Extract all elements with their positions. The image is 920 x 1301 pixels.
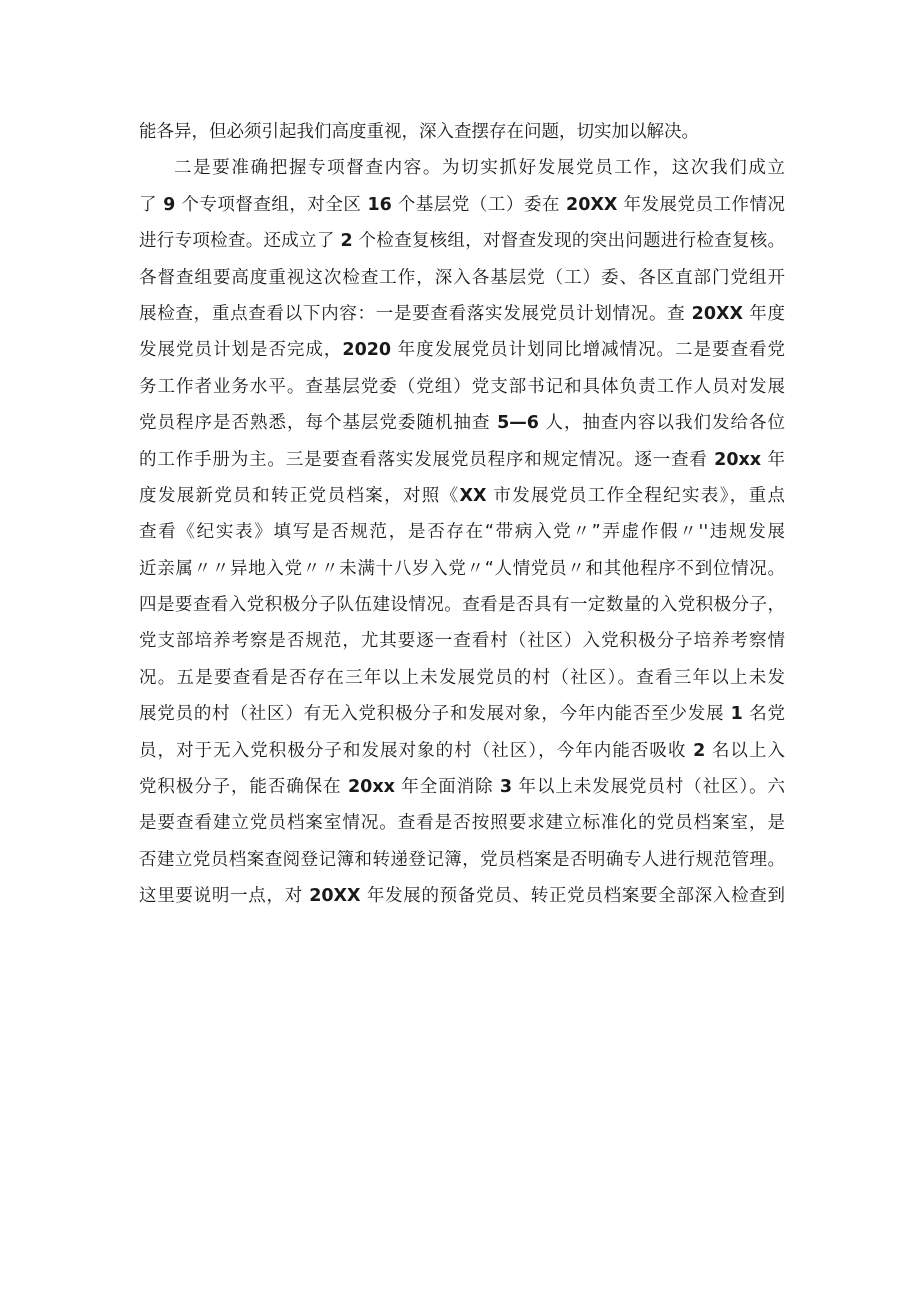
text-run: 查看《纪实表》填写是否规范，是否存在“带病入党〃”弄虚作假〃''违规发展 [139, 522, 785, 543]
bold-number: 1 [730, 704, 743, 725]
text-run: 的工作手册为主。三是要查看落实发展党员程序和规定情况。逐一查看 [139, 449, 715, 470]
bold-number: 16 [367, 194, 392, 215]
text-line [139, 623, 785, 659]
text-run: 个基层党（工）委在 [391, 194, 567, 215]
bold-number: 3 [499, 777, 513, 798]
text-line [139, 150, 785, 186]
text-run: 近亲属〃〃异地入党〃〃未满十八岁入党〃“人情党员〃和其他程序不到位情况。 [139, 558, 785, 579]
text-line [139, 587, 785, 623]
text-run: 员，对于无入党积极分子和发展对象的村（社区），今年内能否吸收 [139, 740, 694, 761]
bold-number: 20xx [347, 777, 395, 798]
bold-number: XX [459, 485, 487, 506]
text-run: 年以上未发展党员村（社区）。六 [512, 777, 786, 798]
text-run: 年发展的预备党员、转正党员档案要全部深入检查到 [360, 886, 786, 907]
text-line [139, 405, 785, 441]
text-run: 党员程序是否熟悉，每个基层党委随机抽查 [139, 413, 498, 434]
text-line [139, 187, 785, 223]
bold-number: 5—6 [497, 413, 539, 434]
text-line [139, 114, 785, 150]
text-run: 党积极分子，能否确保在 [139, 777, 348, 798]
bold-number: 20XX [691, 303, 743, 324]
text-run: 否建立党员档案查阅登记簿和转递登记簿，党员档案是否明确专人进行规范管理。 [139, 849, 785, 870]
text-line [139, 842, 785, 878]
text-run: 展检查，重点查看以下内容：一是要查看落实发展党员计划情况。查 [139, 303, 692, 324]
text-run: 市发展党员工作全程纪实表》，重点 [486, 485, 786, 506]
text-run: 年发展党员工作情况 [617, 194, 785, 215]
text-run: 二是要准确把握专项督查内容。为切实抓好发展党员工作，这次我们成立 [174, 158, 785, 179]
text-line [139, 442, 785, 478]
text-run: 年全面消除 [394, 777, 500, 798]
text-run: 务工作者业务水平。查基层党委（党组）党支部书记和具体负责工作人员对发展 [139, 376, 785, 397]
bold-number: 20xx [714, 449, 762, 470]
text-line [139, 805, 785, 841]
text-line [139, 551, 785, 587]
document-body [139, 114, 785, 915]
text-run: 年度 [743, 303, 785, 324]
text-run: 名党 [742, 704, 785, 725]
text-line [139, 514, 785, 550]
bold-number: 9 [163, 194, 176, 215]
text-run: 各督查组要高度重视这次检查工作，深入各基层党（工）委、各区直部门党组开 [139, 267, 785, 288]
text-run: 四是要查看入党积极分子队伍建设情况。查看是否具有一定数量的入党积极分子， [139, 595, 785, 616]
text-run: 党支部培养考察是否规范，尤其要逐一查看村（社区）入党积极分子培养考察情 [139, 631, 785, 652]
text-line [139, 260, 785, 296]
text-line [139, 332, 785, 368]
text-run: 年度发展党员计划同比增减情况。二是要查看党 [391, 340, 786, 361]
text-run: 展党员的村（社区）有无入党积极分子和发展对象，今年内能否至少发展 [139, 704, 731, 725]
text-line [139, 769, 785, 805]
text-run: 人，抽查内容以我们发给各位 [538, 413, 786, 434]
text-run: 年 [761, 449, 785, 470]
text-run: 了 [139, 194, 164, 215]
bold-number: 2 [340, 231, 353, 252]
bold-number: 20XX [309, 886, 361, 907]
text-run: 能各异，但必须引起我们高度重视，深入查摆存在问题，切实加以解决。 [139, 122, 699, 142]
text-line [139, 296, 785, 332]
text-run: 况。五是要查看是否存在三年以上未发展党员的村（社区）。查看三年以上未发 [139, 667, 785, 688]
bold-number: 2 [693, 740, 706, 761]
text-line [139, 223, 785, 259]
text-run: 这里要说明一点，对 [139, 886, 310, 907]
text-run: 发展党员计划是否完成， [139, 340, 343, 361]
text-run: 个检查复核组，对督查发现的突出问题进行检查复核。 [352, 231, 786, 252]
text-line [139, 369, 785, 405]
text-line [139, 696, 785, 732]
text-line [139, 660, 785, 696]
text-line [139, 878, 785, 914]
text-run: 度发展新党员和转正党员档案，对照《 [139, 485, 460, 506]
text-run: 个专项督查组，对全区 [175, 194, 368, 215]
bold-number: 20XX [566, 194, 618, 215]
text-run: 是要查看建立党员档案室情况。查看是否按照要求建立标准化的党员档案室，是 [139, 813, 785, 834]
text-line [139, 733, 785, 769]
bold-number: 2020 [342, 340, 392, 361]
text-line [139, 478, 785, 514]
text-run: 名以上入 [705, 740, 786, 761]
text-run: 进行专项检查。还成立了 [139, 231, 341, 252]
